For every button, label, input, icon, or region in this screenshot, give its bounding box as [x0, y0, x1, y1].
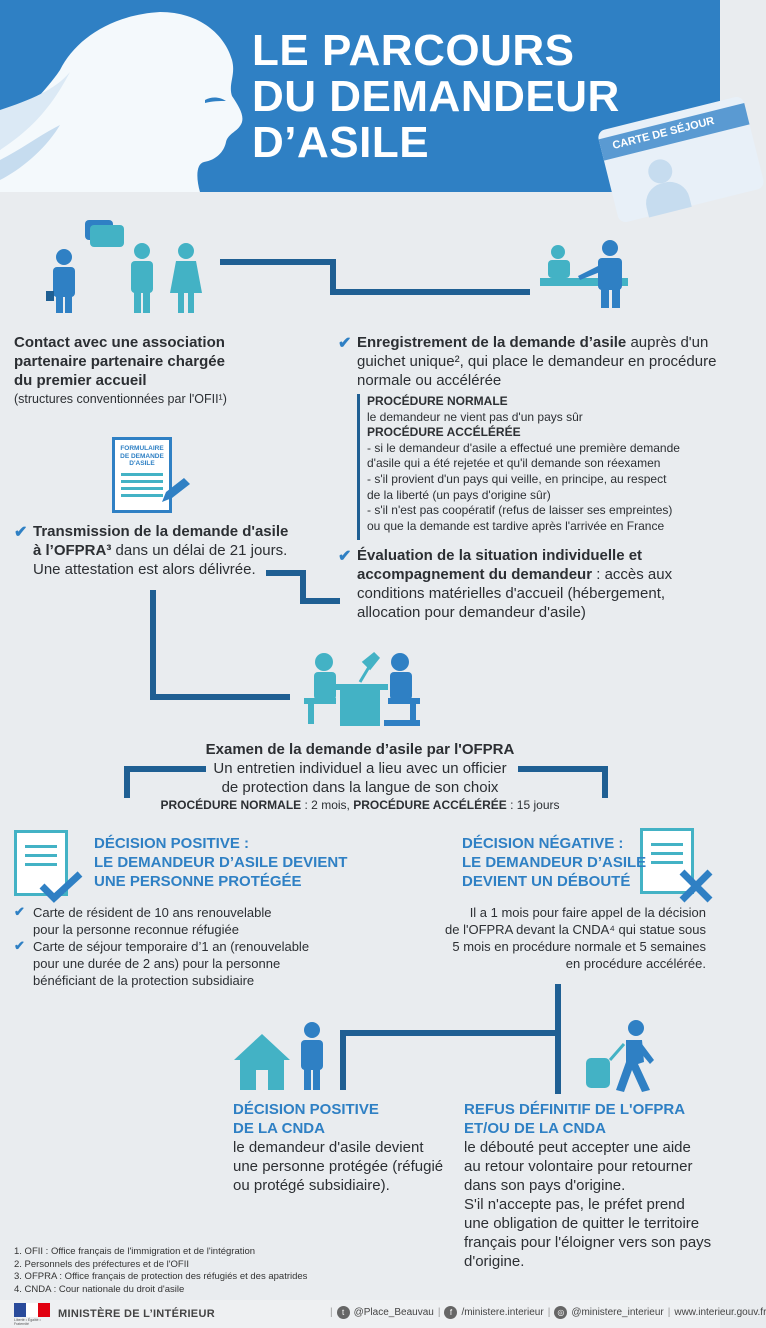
- positive-item-1-l2: pour la personne reconnue réfugiée: [33, 922, 239, 937]
- contact-step: [14, 333, 244, 390]
- check-icon: ✔: [14, 524, 28, 541]
- footnotes: [14, 1246, 344, 1296]
- footnote-3: 3. OFPRA : Office français de protection des réfugiés et des apatrides: [14, 1271, 308, 1282]
- evaluation-title-1: Évaluation de la situation individuelle et: [357, 547, 643, 564]
- contact-title-3: du premier accueil: [14, 372, 147, 389]
- procedure-bracket: [357, 394, 360, 540]
- check-icon: ✔: [14, 938, 25, 953]
- accelerated-procedure-head: PROCÉDURE ACCÉLÉRÉE: [367, 425, 521, 440]
- website-link[interactable]: www.interieur.gouv.fr: [674, 1307, 766, 1318]
- negative-text-1: Il a 1 mois pour faire appel de la décision: [469, 905, 706, 920]
- positive-item-2-l2: pour une durée de 2 ans) pour la personne: [33, 956, 281, 971]
- procedure-details: [367, 394, 717, 534]
- refusal-head-1: REFUS DÉFINITIF DE L'OFPRA: [464, 1101, 686, 1118]
- transmission-text-3: Une attestation est alors délivrée.: [33, 561, 256, 578]
- positive-head-2: LE DEMANDEUR D’ASILE DEVIENT: [94, 854, 348, 871]
- evaluation-text-2: : accès aux: [596, 566, 673, 583]
- check-icon: ✔: [14, 904, 25, 919]
- footnote-2: 2. Personnels des préfectures et de l'OFII: [14, 1258, 190, 1270]
- negative-text: [420, 904, 706, 972]
- form-label-2: DE DEMANDE: [120, 452, 164, 460]
- footnote-4: 4. CNDA : Cour nationale du droit d'asile: [14, 1283, 185, 1295]
- connector-6a: [555, 984, 561, 1094]
- transmission-step: [33, 522, 293, 579]
- evaluation-step: [357, 546, 717, 622]
- accelerated-line-6: ou que la demande est tardive après l'arrivée en France: [367, 518, 665, 533]
- transmission-text-2: dans un délai de 21 jours.: [115, 542, 288, 559]
- connector-1c: [330, 289, 530, 295]
- registration-text-3: normale ou accélérée: [357, 372, 502, 389]
- refusal-text-5: une obligation de quitter le territoire: [464, 1215, 700, 1232]
- footnote-1: 1. OFII : Office français de l'immigration et de l'intégration: [14, 1246, 256, 1257]
- registration-text-2: guichet unique², qui place le demandeur en procédure: [357, 353, 717, 370]
- connector-6b: [340, 1030, 561, 1036]
- negative-decision-heading: [462, 834, 662, 891]
- transmission-title-1: Transmission de la demande d'asile: [33, 523, 289, 540]
- registration-desk-icon: [538, 240, 630, 310]
- facebook-icon: f: [444, 1306, 457, 1319]
- negative-head-3: DEVIENT UN DÉBOUTÉ: [462, 873, 631, 890]
- footer: [0, 1300, 766, 1328]
- contact-title-1: Contact avec une association: [14, 334, 225, 351]
- ministry-name: MINISTÈRE DE L’INTÉRIEUR: [58, 1308, 215, 1320]
- checkmark-icon: [38, 870, 86, 906]
- exam-accel-label: PROCÉDURE ACCÉLÉRÉE: [353, 798, 507, 812]
- exam-text-2: de protection dans la langue de son choix: [221, 779, 499, 796]
- accelerated-line-4: de la liberté (un pays d'origine sûr): [367, 487, 551, 502]
- negative-head-1: DÉCISION NÉGATIVE :: [462, 835, 624, 852]
- contact-title-2: partenaire partenaire chargée: [14, 353, 225, 370]
- marianne-logo: [14, 1303, 50, 1317]
- instagram-icon: ◎: [554, 1306, 567, 1319]
- exam-normal-value: : 2 mois,: [304, 798, 350, 812]
- check-icon: ✔: [338, 548, 352, 565]
- positive-head-1: DÉCISION POSITIVE :: [94, 835, 250, 852]
- registration-step: [357, 333, 717, 390]
- connector-3c: [300, 598, 340, 604]
- contact-subtitle: (structures conventionnées par l'OFII¹): [14, 392, 227, 406]
- form-label-1: FORMULAIRE: [120, 445, 164, 452]
- facebook-link[interactable]: /ministere.interieur: [461, 1307, 544, 1318]
- positive-decision-heading: [94, 834, 354, 891]
- positive-item-2-l3: bénéficiant de la protection subsidiaire: [33, 973, 255, 988]
- marianne-motto: Liberté • Égalité • Fraternité: [14, 1318, 41, 1326]
- cnda-positive-text-2: une personne protégée (réfugié: [233, 1158, 444, 1175]
- positive-item-2-l1: Carte de séjour temporaire d’1 an (renouvelable: [33, 939, 310, 954]
- cnda-positive-text-1: le demandeur d'asile devient: [233, 1139, 424, 1156]
- negative-text-2: de l'OFPRA devant la CNDA⁴ qui statue sous: [445, 922, 706, 937]
- evaluation-text-3: conditions matérielles d'accueil (hébergement,: [357, 585, 666, 602]
- negative-text-3: 5 mois en procédure normale et 5 semaines: [452, 939, 706, 954]
- interview-desk-icon: [300, 648, 424, 730]
- normal-procedure-text: le demandeur ne vient pas d'un pays sûr: [367, 409, 583, 424]
- twitter-link[interactable]: @Place_Beauvau: [353, 1307, 434, 1318]
- refusal-text-3: dans son pays d'origine.: [464, 1177, 626, 1194]
- evaluation-title-2: accompagnement du demandeur: [357, 566, 593, 583]
- title-line-1: LE PARCOURS: [252, 26, 575, 75]
- refusal-text-6: français pour l'éloigner vers son pays: [464, 1234, 712, 1251]
- positive-item-2: [33, 938, 333, 989]
- exam-title: Examen de la demande d’asile par l'OFPRA: [205, 741, 515, 758]
- accelerated-line-3: - s'il provient d'un pays qui veille, en principe, au respect: [367, 471, 667, 486]
- accelerated-line-1: - si le demandeur d'asile a effectué une première demande: [367, 440, 680, 455]
- exam-durations: [0, 797, 720, 813]
- exam-accel-value: : 15 jours: [510, 798, 560, 812]
- connector-2b: [150, 694, 290, 700]
- evaluation-text-4: allocation pour demandeur d'asile): [357, 604, 586, 621]
- title-line-3: D’ASILE: [252, 118, 430, 167]
- exam-normal-label: PROCÉDURE NORMALE: [160, 798, 302, 812]
- positive-item-1: [33, 904, 333, 938]
- accelerated-line-2: d'asile qui a été rejetée et qu'il demande son réexamen: [367, 456, 661, 471]
- refusal-text-4: S'il n'accepte pas, le préfet prend: [464, 1196, 685, 1213]
- refusal-head-2: ET/OU DE LA CNDA: [464, 1120, 606, 1137]
- card-label: CARTE DE SÉJOUR: [611, 115, 716, 152]
- twitter-icon: t: [337, 1306, 350, 1319]
- cnda-positive-head-1: DÉCISION POSITIVE: [233, 1101, 379, 1118]
- social-links: | t @Place_Beauvau | f /ministere.interieur | ◎ @ministere_interieur | www.interieur.gouv.fr: [330, 1307, 766, 1318]
- positive-head-3: UNE PERSONNE PROTÉGÉE: [94, 873, 302, 890]
- check-icon: ✔: [338, 335, 352, 352]
- people-contact-icon: [40, 215, 210, 315]
- cnda-positive-block: [233, 1100, 453, 1195]
- exam-step: [0, 740, 720, 813]
- header-banner: [0, 0, 720, 192]
- exam-text-1: Un entretien individuel a lieu avec un officier: [213, 760, 507, 777]
- title-line-2: DU DEMANDEUR: [252, 72, 620, 121]
- connector-1a: [220, 259, 336, 265]
- normal-procedure-head: PROCÉDURE NORMALE: [367, 394, 508, 408]
- registration-title: Enregistrement de la demande d’asile: [357, 334, 627, 351]
- registration-text-1: auprès d'un: [630, 334, 709, 351]
- form-label-3: D'ASILE: [129, 460, 155, 467]
- positive-item-1-l1: Carte de résident de 10 ans renouvelable: [33, 905, 272, 920]
- cross-icon: [676, 866, 716, 906]
- negative-head-2: LE DEMANDEUR D’ASILE: [462, 854, 647, 871]
- connector-2a: [150, 590, 156, 700]
- house-person-icon: [232, 1020, 332, 1094]
- negative-text-4: en procédure accélérée.: [565, 956, 706, 971]
- connector-6c: [340, 1030, 346, 1090]
- cnda-positive-head-2: DE LA CNDA: [233, 1120, 325, 1137]
- refusal-text-2: au retour volontaire pour retourner: [464, 1158, 693, 1175]
- pen-icon: [158, 476, 192, 506]
- refusal-block: [464, 1100, 716, 1271]
- transmission-title-2: à l’OFPRA³: [33, 542, 112, 559]
- instagram-link[interactable]: @ministere_interieur: [571, 1307, 664, 1318]
- traveller-icon: [580, 1018, 660, 1094]
- refusal-text-7: d'origine.: [464, 1253, 525, 1270]
- refusal-text-1: le débouté peut accepter une aide: [464, 1139, 691, 1156]
- accelerated-line-5: - s'il n'est pas coopératif (refus de laisser ses empreintes): [367, 503, 673, 518]
- cnda-positive-text-3: ou protégé subsidiaire).: [233, 1177, 390, 1194]
